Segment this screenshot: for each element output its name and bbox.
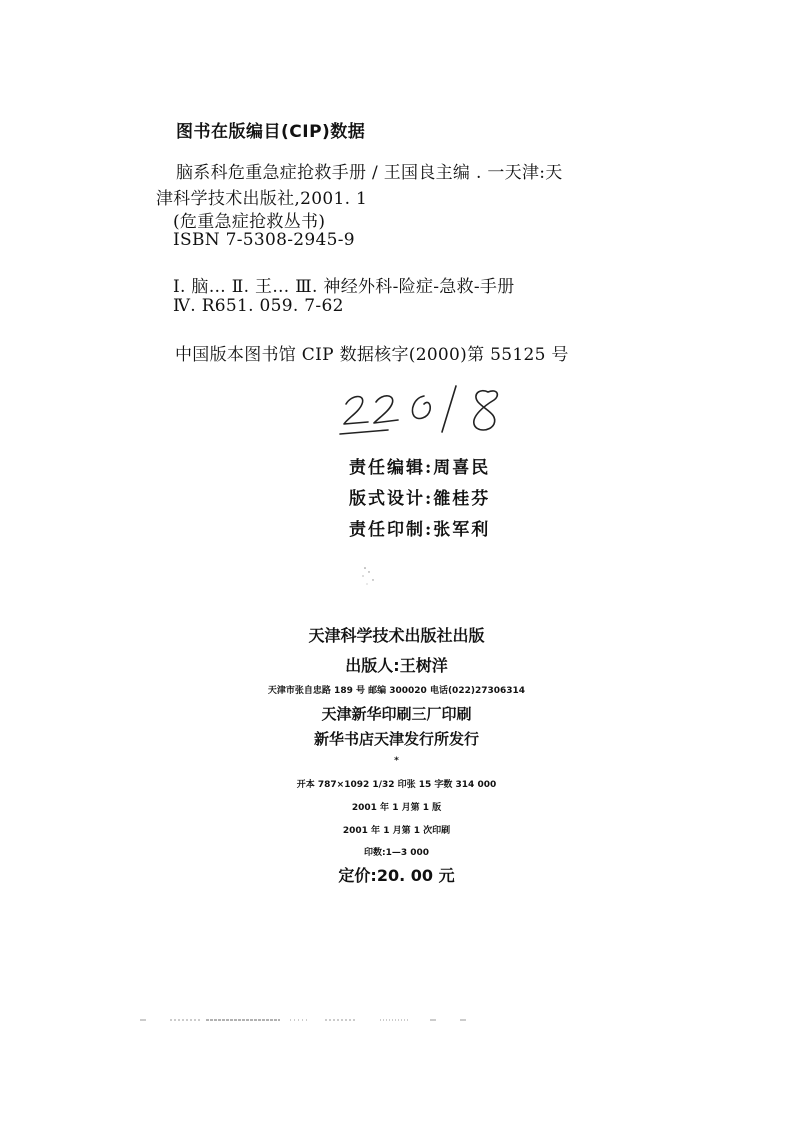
scan-speck (355, 560, 385, 590)
printing-supervisor: 责任印制:张军利 (349, 520, 491, 540)
cip-header: 图书在版编目(CIP)数据 (176, 122, 366, 142)
cip-subjects: Ⅰ. 脑… Ⅱ. 王… Ⅲ. 神经外科-险症-急救-手册 (173, 277, 515, 297)
layout-designer: 版式设计:雒桂芬 (349, 489, 491, 509)
edition: 2001 年 1 月第 1 版 (351, 803, 442, 813)
handwritten-number (338, 374, 538, 448)
responsible-editor: 责任编辑:周喜民 (349, 458, 491, 478)
cip-isbn: ISBN 7-5308-2945-9 (173, 230, 355, 250)
cip-title-line: 脑系科危重急症抢救手册 / 王国良主编 . 一天津:天 (176, 163, 563, 183)
book-format: 开本 787×1092 1/32 印张 15 字数 314 000 (296, 780, 497, 790)
publisher-name: 天津科学技术出版社出版 (308, 626, 485, 645)
cip-classification: Ⅳ. R651. 059. 7-62 (173, 296, 344, 316)
printer: 天津新华印刷三厂印刷 (321, 705, 472, 723)
separator-star: * (394, 756, 399, 766)
cip-series-line: (危重急症抢救丛书) (173, 212, 326, 232)
scan-artifact-line (140, 1008, 470, 1014)
publisher-address: 天津市张自忠路 189 号 邮编 300020 电话(022)27306314 (267, 686, 526, 696)
cip-verification: 中国版本图书馆 CIP 数据核字(2000)第 55125 号 (175, 345, 569, 365)
cip-publisher-line: 津科学技术出版社,2001. 1 (156, 189, 368, 209)
publisher-person: 出版人:王树洋 (345, 656, 448, 675)
print-count: 印数:1—3 000 (363, 848, 430, 858)
distributor: 新华书店天津发行所发行 (313, 730, 479, 748)
price: 定价:20. 00 元 (338, 866, 455, 885)
printing: 2001 年 1 月第 1 次印刷 (342, 826, 451, 836)
